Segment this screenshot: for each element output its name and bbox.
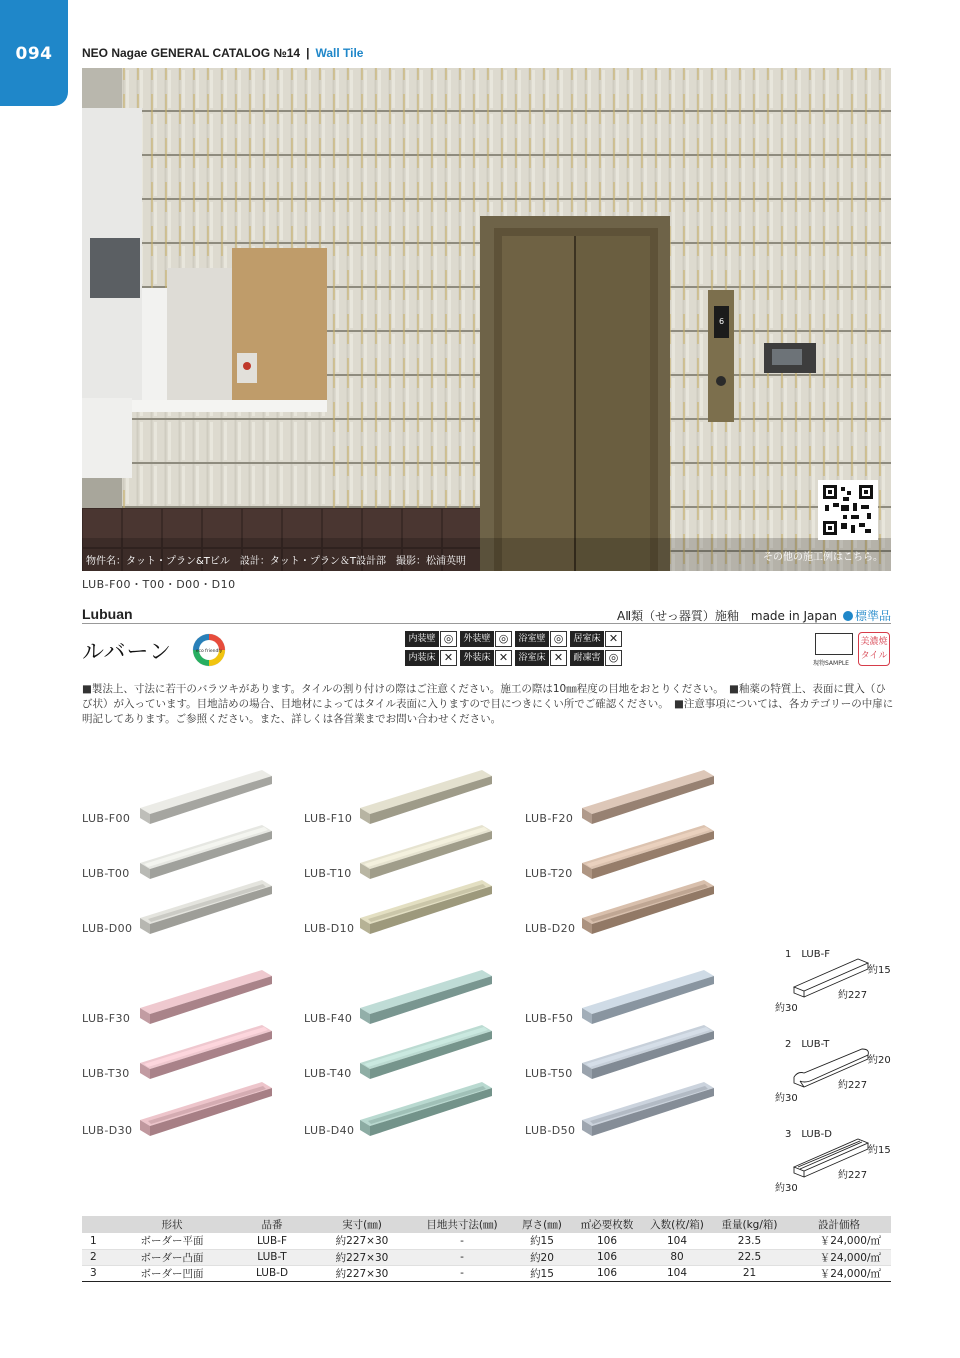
tile-code-label: LUB-F10 [304,812,353,825]
elevator-floor-indicator: 6 [719,317,725,326]
installation-photo-illustration [82,68,891,571]
tile-sample [580,768,716,826]
table-cell: ￥24,000/㎡ [787,1265,891,1281]
qr-note: その他の施工例はこちら。 [763,552,883,563]
series-latin-name: Lubuan [82,606,133,622]
table-cell: ￥24,000/㎡ [787,1233,891,1249]
usage-mark: ✕ [605,631,622,647]
tile-sample [358,768,494,826]
usage-mark: ◎ [605,650,622,666]
usage-cell [515,631,567,647]
tile-sample [138,1080,274,1138]
table-cell: 3 [82,1265,112,1281]
diagram-width: 約30 [775,1183,798,1194]
series-bar [82,606,891,624]
table-cell: 約15 [512,1265,572,1281]
usage-mark: ✕ [440,650,457,666]
table-header: 目地共寸法(㎜) [412,1216,512,1233]
table-cell: - [412,1233,512,1249]
usage-cell [570,631,622,647]
table-header: 入数(枚/箱) [642,1216,712,1233]
usage-label: 居室床 [570,631,604,647]
photo-caption: 物件名：タット・プラン&Tビル 設計：タット・プラン＆T設計部 撮影：松浦英明 [86,556,467,567]
tile-code-label: LUB-T30 [82,1067,130,1080]
table-cell: LUB-F [232,1233,312,1249]
qr-code[interactable] [818,480,878,540]
usage-mark: ✕ [550,650,567,666]
section-title: Wall Tile [315,46,364,60]
diagram-thickness: 約20 [868,1055,891,1066]
usage-mark: ◎ [440,631,457,647]
diagram-thickness: 約15 [868,1145,891,1156]
spec-table [82,1216,891,1282]
tile-code-label: LUB-T20 [525,867,573,880]
tile-sample [358,1023,494,1081]
table-cell: 23.5 [712,1233,787,1249]
tile-sample [580,968,716,1026]
qr-code-icon [823,485,873,535]
diagram-thickness: 約15 [868,965,891,976]
tile-sample [138,1023,274,1081]
usage-cell [460,631,512,647]
table-header: 厚さ(㎜) [512,1216,572,1233]
tile-sample [138,968,274,1026]
usage-cell [405,631,457,647]
tile-code-label: LUB-F00 [82,812,131,825]
diagram-width: 約30 [775,1003,798,1014]
usage-label: 外装壁 [460,631,494,647]
installation-photo [82,68,891,571]
product-name: ルバーン [82,640,173,665]
sample-swatch [815,633,853,655]
usage-label: 耐凍害 [570,650,604,666]
tile-code-label: LUB-D00 [82,922,133,935]
tile-sample [138,823,274,881]
standard-dot-icon [843,611,853,621]
tile-code-label: LUB-F30 [82,1012,131,1025]
eco-friendly-icon [192,633,226,667]
tile-code-label: LUB-T10 [304,867,352,880]
table-cell: ボーダー平面 [112,1233,232,1249]
tile-code-label: LUB-T50 [525,1067,573,1080]
tile-code-label: LUB-F40 [304,1012,353,1025]
table-row [82,1249,891,1265]
table-header: 品番 [232,1216,312,1233]
catalog-header [82,46,363,60]
usage-label: 浴室床 [515,650,549,666]
series-spec-text: AⅡ類（せっ器質）施釉 made in Japan [617,609,837,623]
tile-sample [358,1080,494,1138]
diagram-length: 約227 [838,1080,868,1091]
tile-code-label: LUB-D40 [304,1124,355,1137]
photo-product-codes: LUB-F00・T00・D00・D10 [82,578,236,591]
standard-label: 標準品 [854,609,891,623]
tile-code-label: LUB-D30 [82,1124,133,1137]
table-cell: 106 [572,1265,642,1281]
table-cell: 約15 [512,1233,572,1249]
diagram-title: 1 LUB-F [785,949,830,960]
table-cell: - [412,1265,512,1281]
mino-badge-line2: タイル [860,651,888,661]
tile-sample [138,768,274,826]
tile-sample [580,1080,716,1138]
table-header: 重量(kg/箱) [712,1216,787,1233]
table-cell: 104 [642,1265,712,1281]
mino-badge-line1: 美濃焼 [860,637,888,647]
table-cell: 21 [712,1265,787,1281]
tile-sample [358,878,494,936]
table-row [82,1265,891,1281]
tile-sample [358,823,494,881]
diagram-width: 約30 [775,1093,798,1104]
catalog-title: NEO Nagae GENERAL CATALOG №14 [82,46,301,60]
usage-mark: ◎ [495,631,512,647]
usage-mark: ◎ [550,631,567,647]
usage-label: 浴室壁 [515,631,549,647]
header-separator: | [306,46,310,60]
table-header: ㎡必要枚数 [572,1216,642,1233]
table-cell: 104 [642,1233,712,1249]
table-header [82,1216,112,1233]
usage-label: 外装床 [460,650,494,666]
table-cell: LUB-T [232,1249,312,1265]
tile-sample [580,878,716,936]
tile-code-label: LUB-T00 [82,867,130,880]
usage-label: 内装壁 [405,631,439,647]
usage-cell [460,650,512,666]
table-header: 実寸(㎜) [312,1216,412,1233]
usage-cell [570,650,622,666]
table-cell: 80 [642,1249,712,1265]
table-cell: 約227×30 [312,1233,412,1249]
tile-code-label: LUB-D50 [525,1124,576,1137]
tile-sample [580,823,716,881]
table-cell: 約20 [512,1249,572,1265]
usage-label: 内装床 [405,650,439,666]
table-cell: ￥24,000/㎡ [787,1249,891,1265]
diagram-title: 2 LUB-T [785,1039,830,1050]
table-cell: 2 [82,1249,112,1265]
table-cell: 106 [572,1233,642,1249]
table-cell: 22.5 [712,1249,787,1265]
table-cell: 1 [82,1233,112,1249]
tile-code-label: LUB-D20 [525,922,576,935]
eco-friendly-text: eco friendly [195,649,223,654]
table-cell: 約227×30 [312,1265,412,1281]
usage-mark: ✕ [495,650,512,666]
mino-yaki-badge [858,632,890,666]
usage-cell [515,650,567,666]
tile-code-label: LUB-F50 [525,1012,574,1025]
tile-sample [138,878,274,936]
table-header-row [82,1216,891,1233]
table-cell: LUB-D [232,1265,312,1281]
tile-sample [580,1023,716,1081]
tile-code-label: LUB-D10 [304,922,355,935]
table-row [82,1233,891,1249]
table-cell: 約227×30 [312,1249,412,1265]
tile-code-label: LUB-F20 [525,812,574,825]
table-cell: ボーダー凸面 [112,1249,232,1265]
sample-label: 現物SAMPLE [813,660,849,667]
diagram-length: 約227 [838,990,868,1001]
diagram-title: 3 LUB-D [785,1129,832,1140]
series-spec [617,607,891,624]
page-number-tab [0,0,68,106]
table-cell: - [412,1249,512,1265]
table-header: 形状 [112,1216,232,1233]
tile-code-label: LUB-T40 [304,1067,352,1080]
usage-cell [405,650,457,666]
table-header: 設計価格 [787,1216,891,1233]
page-number: 094 [15,44,53,64]
table-cell: ボーダー凹面 [112,1265,232,1281]
diagram-length: 約227 [838,1170,868,1181]
notes-text: ■製法上、寸法に若干のバラツキがあります。タイルの割り付けの際はご注意ください。施工の際は10㎜程度の目地をおとりください。 ■釉薬の特質上、表面に貫入（ひび状）が入っています。目地詰めの場合、目地材によってはタイル表面に入りますので目につきにくい所でご確認ください。 ■注意事項については、各カテゴリーの中扉に明記してあります。ご参照ください。また、詳しくは各営業までお問い合わせください。 [82,683,894,725]
tile-sample [358,968,494,1026]
table-cell: 106 [572,1249,642,1265]
